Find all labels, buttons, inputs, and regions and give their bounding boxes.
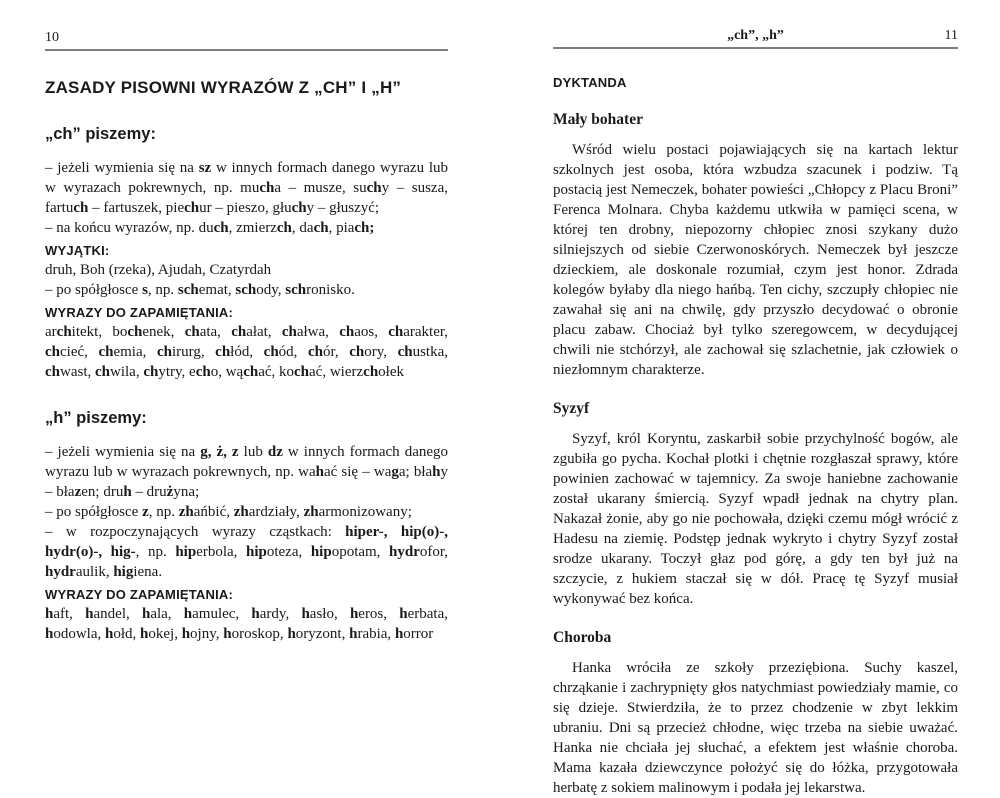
ch-remember-words: architekt, bochenek, chata, chałat, chałwa, chaos, charakter, chcieć, chemia, chirurg, chłód, chód, chór, chory, chustka, chwast, chwila, chytry, echo, wąchać, kochać, wierzchołek bbox=[45, 324, 449, 380]
dictation-text-syzyf: Syzyf, król Koryntu, zaskarbił sobie przychylność bogów, ale zgubiła go pycha. Kochał plotki i chętnie rozgłaszał sprawy, które powinien zachować w tajemnicy. Za swoje haniebne zachowanie został ukarany śmiercią. Syzyf wpadł jednak na chytry plan. Nakazał żonie, aby go nie pochowała, dzięki czemu mógł wrócić z Hadesu na ziemię. Podstęp jednak wykryto i chytry Syzyf został srodze ukarany. Toczył głaz pod górę, a gdy ten był już na szczycie, z hukiem staczał się w dół. Pracę tę Syzyf musiał wykonywać bez końca. bbox=[553, 431, 958, 607]
page-number-right: 11 bbox=[944, 28, 958, 43]
dyktanda-label: DYKTANDA bbox=[553, 75, 627, 90]
page-left-header bbox=[45, 28, 448, 51]
page-right-header bbox=[553, 28, 958, 49]
ch-remember-label: WYRAZY DO ZAPAMIĘTANIA: bbox=[45, 305, 234, 320]
dictation-title-syzyf: Syzyf bbox=[553, 400, 590, 417]
dictation-text-choroba: Hanka wróciła ze szkoły przeziębiona. Suchy kaszel, chrząkanie i zachrypnięty głos natychmiast powiedziały mamie, co się dzieje. Stwierdziła, że to przez chodzenie w zbyt lekkim ubraniu. Dni są przecież chłodne, więc trzeba na siebie uważać. Hanka nie chciała jej słuchać, a efektem jest właśnie choroba. Mama kazała dziewczynce położyć się do łóżka, przygotowała herbatę z sokiem malinowym i podała jej lekarstwa. bbox=[553, 660, 958, 796]
page-right bbox=[553, 28, 958, 798]
h-section-heading: „h” piszemy: bbox=[45, 409, 147, 427]
page-number-left: 10 bbox=[45, 30, 59, 45]
page-title: ZASADY PISOWNI WYRAZÓW Z „CH” I „H” bbox=[45, 78, 402, 97]
header-rule-left bbox=[45, 49, 448, 51]
page-left bbox=[45, 28, 448, 644]
running-head: „ch”, „h” bbox=[727, 28, 784, 43]
ch-rule-word-end: – na końcu wyrazów, np. duch, zmierzch, dach, piach; bbox=[45, 220, 375, 236]
header-rule-right bbox=[553, 47, 958, 49]
h-remember-words: haft, handel, hala, hamulec, hardy, hasło, heros, herbata, hodowla, hołd, hokej, hojny, horoskop, horyzont, hrabia, horror bbox=[45, 606, 448, 642]
ch-exceptions-list: druh, Boh (rzeka), Ajudah, Czatyrdah bbox=[45, 262, 272, 278]
ch-exceptions-label: WYJĄTKI: bbox=[45, 243, 110, 258]
ch-rule-exchange: – jeżeli wymienia się na sz w innych formach danego wyrazu lub w wyrazach pokrewnych, np. mucha – musze, suchy – susza, fartuch – fartuszek, piechur – pieszo, głuchy – głuszyć; bbox=[45, 160, 448, 216]
ch-rule-after-s: – po spółgłosce s, np. schemat, schody, schronisko. bbox=[45, 282, 355, 298]
dictation-title-maly-bohater: Mały bohater bbox=[553, 111, 643, 128]
h-rule-after-z: – po spółgłosce z, np. zhańbić, zhardziały, zharmonizowany; bbox=[45, 504, 412, 520]
h-rule-prefixes: – w rozpoczynających wyrazy cząstkach: hiper-, hip(o)-, hydr(o)-, hig-, np. hiperbola, hipoteza, hipopotam, hydrofor, hydraulik, higiena. bbox=[45, 524, 448, 580]
ch-section-heading: „ch” piszemy: bbox=[45, 125, 156, 143]
h-rule-exchange: – jeżeli wymienia się na g, ż, z lub dz w innych formach danego wyrazu lub w wyrazach pokrewnych, np. wahać się – waga; błahy – błazen; druh – drużyna; bbox=[45, 444, 449, 500]
dictation-title-choroba: Choroba bbox=[553, 629, 612, 646]
h-remember-label: WYRAZY DO ZAPAMIĘTANIA: bbox=[45, 587, 234, 602]
running-head-row bbox=[553, 28, 958, 44]
dictation-text-maly-bohater: Wśród wielu postaci pojawiających się na kartach lektur szkolnych jest osoba, która wzbudza szacunek i podziw. Tą postacią jest Nemeczek, bohater powieści „Chłopcy z Placu Broni” Ferenca Molnara. Chyba każdemu utkwiła w pamięci scena, w której ten drobny, niepozorny chłopiec znosi szykany dużo silniejszych od siebie Czerwonoskórych. Nemeczek był jeszcze dzieckiem, ale doskonale rozumiał, czym jest honor. Zdrada kolegów byłaby dla niego hańbą. Ten cichy, szczupły chłopiec nie zawahał się ani na chwilę, gdy przyszło decydować o obronie placu zabaw. Chociaż był tylko szeregowcem, w decydującej chwili nie stchórzył, ale zachował się szlachetnie, jak człowiek o niezłomnym charakterze. bbox=[553, 142, 958, 378]
